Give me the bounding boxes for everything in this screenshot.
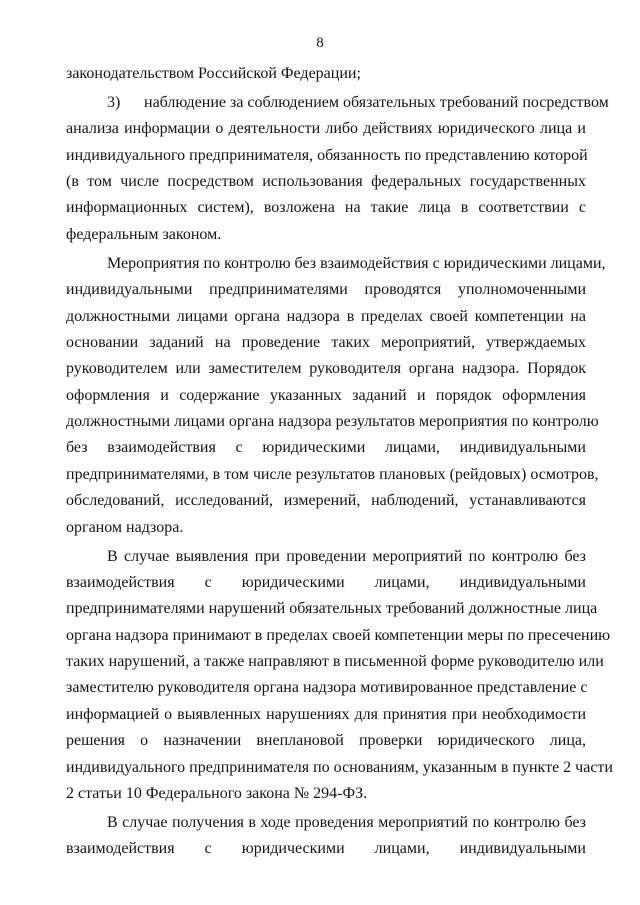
text-line — [66, 90, 609, 116]
text-line: предпринимателями, в том числе результатов плановых (рейдовых) осмотров, — [66, 465, 599, 483]
paragraph-continuation — [66, 61, 586, 87]
paragraph — [66, 251, 606, 541]
text-line: без взаимодействия с юридическими лицами, индивидуальными — [66, 439, 586, 457]
text-line: должностными лицами органа надзора результатов мероприятия по контролю — [66, 413, 599, 431]
list-item-first-line: наблюдение за соблюдением обязательных требований посредством — [144, 93, 609, 111]
text-line: 2 статьи 10 Федерального закона № 294-ФЗ. — [66, 785, 368, 803]
text-line: информационных систем), возложена на такие лица в соответствии с — [66, 199, 586, 217]
text-line: основании заданий на проведение таких мероприятий, утверждаемых — [66, 333, 586, 351]
paragraph — [66, 544, 613, 808]
text-line: индивидуальными предпринимателями проводятся уполномоченными — [66, 281, 586, 299]
text-line: (в том числе посредством использования федеральных государственных — [66, 173, 586, 191]
text-line: должностными лицами органа надзора в пределах своей компетенции на — [66, 307, 586, 325]
text-line: взаимодействия с юридическими лицами, индивидуальными — [66, 573, 586, 591]
paragraph — [66, 810, 586, 863]
text-line: оформления и содержание указанных заданий и порядок оформления — [66, 386, 586, 404]
text-line: решения о назначении внеплановой проверки юридического лица, — [66, 732, 586, 750]
text-line: таких нарушений, а также направляют в письменной форме руководителю или — [66, 653, 604, 671]
text-line: В случае получения в ходе проведения мероприятий по контролю без — [107, 813, 586, 831]
text-line: индивидуального предпринимателя по основаниям, указанным в пункте 2 части — [66, 758, 613, 776]
text-line: органом надзора. — [66, 518, 184, 536]
text-line: информацией о выявленных нарушениях для принятия при необходимости — [66, 705, 586, 723]
text-line: обследований, исследований, измерений, наблюдений, устанавливаются — [66, 492, 586, 510]
page-number: 8 — [316, 35, 324, 51]
text-line: В случае выявления при проведении мероприятий по контролю без — [107, 547, 586, 565]
text-line: взаимодействия с юридическими лицами, индивидуальными — [66, 840, 586, 858]
list-item-3 — [66, 90, 609, 248]
text-line: федеральным законом. — [66, 225, 222, 243]
text-line: законодательством Российской Федерации; — [66, 65, 361, 82]
text-line: заместителю руководителя органа надзора мотивированное представление с — [66, 679, 588, 697]
text-line: органа надзора принимают в пределах своей компетенции меры по пресечению — [66, 626, 611, 644]
text-line: предпринимателями нарушений обязательных требований должностные лица — [66, 600, 598, 618]
list-marker: 3) — [107, 93, 121, 111]
text-line: Мероприятия по контролю без взаимодействия с юридическими лицами, — [107, 254, 606, 272]
text-line: анализа информации о деятельности либо действиях юридического лица и — [66, 120, 586, 138]
document-body — [66, 61, 613, 863]
text-line: руководителем или заместителем руководителя органа надзора. Порядок — [66, 360, 586, 378]
text-line: индивидуального предпринимателя, обязанность по представлению которой — [66, 146, 588, 164]
